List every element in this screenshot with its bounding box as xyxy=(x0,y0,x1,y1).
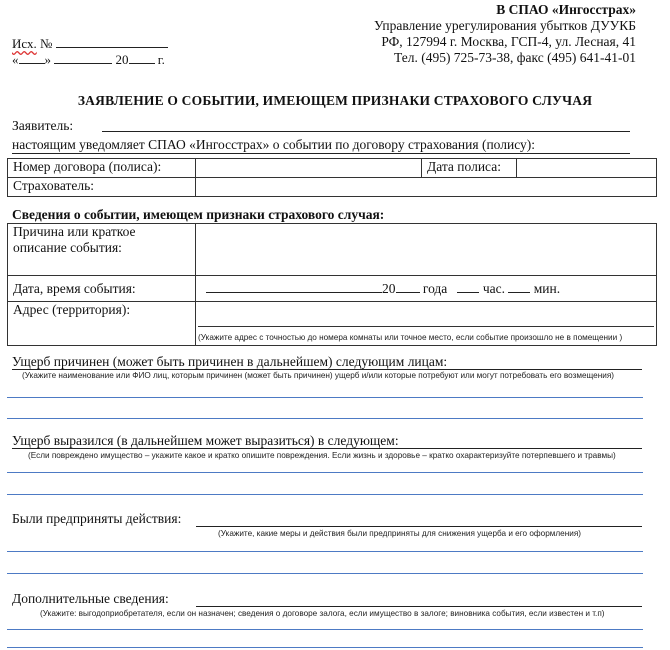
outgoing-number xyxy=(12,36,168,52)
additional-hint: (Укажите: выгодоприобретателя, если он назначен; сведения о договоре залога, если имущество в залоге; виновника события, если известен и т.п) xyxy=(40,609,605,618)
address-label: Адрес (территория): xyxy=(8,302,196,346)
damage-to-label: Ущерб причинен (может быть причинен в дальнейшем) следующим лицам: xyxy=(12,354,448,369)
header-block xyxy=(374,2,636,66)
actions-line-2[interactable] xyxy=(7,573,643,574)
datetime-label: Дата, время события: xyxy=(8,276,196,302)
event-hour-line[interactable] xyxy=(457,281,479,293)
damage-to-line-2[interactable] xyxy=(7,418,643,419)
address-hint: (Укажите адрес с точностью до номера комнаты или точное место, если событие произошло не в помещении ) xyxy=(198,333,623,342)
date-open-quote: « xyxy=(12,52,19,67)
actions-line-1[interactable] xyxy=(7,551,643,552)
event-section-title: Сведения о событии, имеющем признаки страхового случая: xyxy=(12,207,385,222)
event-year-prefix: 20 xyxy=(382,280,396,296)
damage-to-hint: (Укажите наименование или ФИО лиц, которым причинен (может быть причинен) ущерб и/или которые потребуют или могут потребовать его возмещения) xyxy=(22,371,614,380)
document-title: ЗАЯВЛЕНИЕ О СОБЫТИИ, ИМЕЮЩЕМ ПРИЗНАКИ СТРАХОВОГО СЛУЧАЯ xyxy=(77,93,593,108)
date-close-quote: » xyxy=(44,52,51,67)
additional-line[interactable] xyxy=(196,606,642,607)
outgoing-number-field[interactable] xyxy=(56,36,168,48)
actions-line[interactable] xyxy=(196,526,642,527)
event-date-line[interactable] xyxy=(206,281,382,293)
damage-in-line-2[interactable] xyxy=(7,494,643,495)
year-suffix: г. xyxy=(157,52,165,67)
datetime-field[interactable] xyxy=(196,276,657,302)
applicant-label: Заявитель: xyxy=(12,118,74,133)
outgoing-date xyxy=(12,52,165,68)
cause-field[interactable] xyxy=(196,224,657,276)
year-prefix: 20 xyxy=(115,52,129,67)
applicant-notice-line xyxy=(12,153,630,154)
additional-line-2[interactable] xyxy=(7,647,643,648)
damage-in-label: Ущерб выразился (в дальнейшем может выразиться) в следующем: xyxy=(12,433,399,448)
event-minute-word: мин. xyxy=(533,280,561,296)
day-field[interactable] xyxy=(19,52,45,64)
recipient: В СПАО «Ингосстрах» xyxy=(496,2,636,17)
company-phone: Тел. (495) 725-73-38, факс (495) 641-41-01 xyxy=(393,50,636,65)
month-field[interactable] xyxy=(54,52,112,64)
contract-number-field[interactable] xyxy=(196,159,422,178)
actions-label: Были предприняты действия: xyxy=(12,511,182,526)
additional-label: Дополнительные сведения: xyxy=(12,591,169,606)
actions-hint: (Укажите, какие меры и действия были предприняты для снижения ущерба и его оформления) xyxy=(218,529,581,538)
cause-label: Причина или краткое описание события: xyxy=(8,224,196,276)
address-field[interactable] xyxy=(196,302,657,346)
policy-date-label: Дата полиса: xyxy=(422,159,517,178)
policy-date-field[interactable] xyxy=(517,159,657,178)
outgoing-label: Исх. xyxy=(12,36,37,51)
additional-line-1[interactable] xyxy=(7,629,643,630)
insurer-label: Страхователь: xyxy=(8,178,196,197)
applicant-field[interactable] xyxy=(102,131,630,132)
insurer-field[interactable] xyxy=(196,178,657,197)
applicant-notice: настоящим уведомляет СПАО «Ингосстрах» о событии по договору страхования (полису): xyxy=(12,137,536,152)
damage-to-line-1[interactable] xyxy=(7,397,643,398)
number-sign: № xyxy=(40,36,53,51)
event-hour-word: час. xyxy=(482,280,505,296)
event-year-line[interactable] xyxy=(396,281,420,293)
damage-to-line[interactable] xyxy=(12,369,642,370)
company-address: РФ, 127994 г. Москва, ГСП-4, ул. Лесная, 41 xyxy=(381,34,636,49)
event-minute-line[interactable] xyxy=(508,281,530,293)
damage-in-hint: (Если повреждено имущество – укажите какое и кратко опишите повреждения. Если жизнь и здоровье – кратко охарактеризуйте потерпевшего и травмы) xyxy=(28,451,616,460)
contract-number-label: Номер договора (полиса): xyxy=(8,159,196,178)
year-field[interactable] xyxy=(129,52,155,64)
damage-in-line[interactable] xyxy=(12,448,642,449)
contract-table xyxy=(7,158,657,197)
event-table xyxy=(7,223,657,346)
department: Управление урегулирования убытков ДУУКБ xyxy=(374,18,636,33)
damage-in-line-1[interactable] xyxy=(7,472,643,473)
event-year-word: года xyxy=(422,280,448,296)
